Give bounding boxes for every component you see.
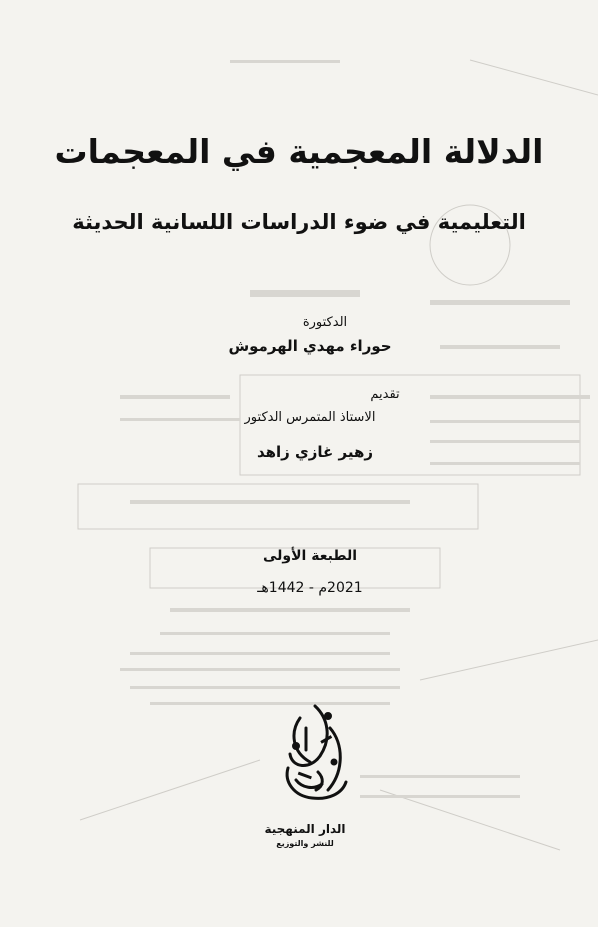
calligraphic-publisher-logo-icon xyxy=(270,698,360,818)
foreword-author-name: زهير غازي زاهد xyxy=(256,443,374,461)
book-subtitle: التعليمية في ضوء الدراسات اللسانية الحديثة xyxy=(72,210,526,234)
foreword-label: تقديم xyxy=(370,387,400,402)
publisher-name: الدار المنهجية xyxy=(264,822,346,836)
foreword-author-title: الاستاذ المتمرس الدكتور xyxy=(244,410,376,425)
edition-label: الطبعة الأولى xyxy=(262,548,358,564)
author-name: حوراء مهدي الهرموش xyxy=(228,337,392,355)
edition-year: 2021م - 1442هـ xyxy=(257,580,363,596)
book-title: الدلالة المعجمية في المعجمات xyxy=(54,132,544,171)
publisher-tagline: للنشر والتوزيع xyxy=(276,839,334,848)
author-label: الدكتورة xyxy=(302,315,348,330)
